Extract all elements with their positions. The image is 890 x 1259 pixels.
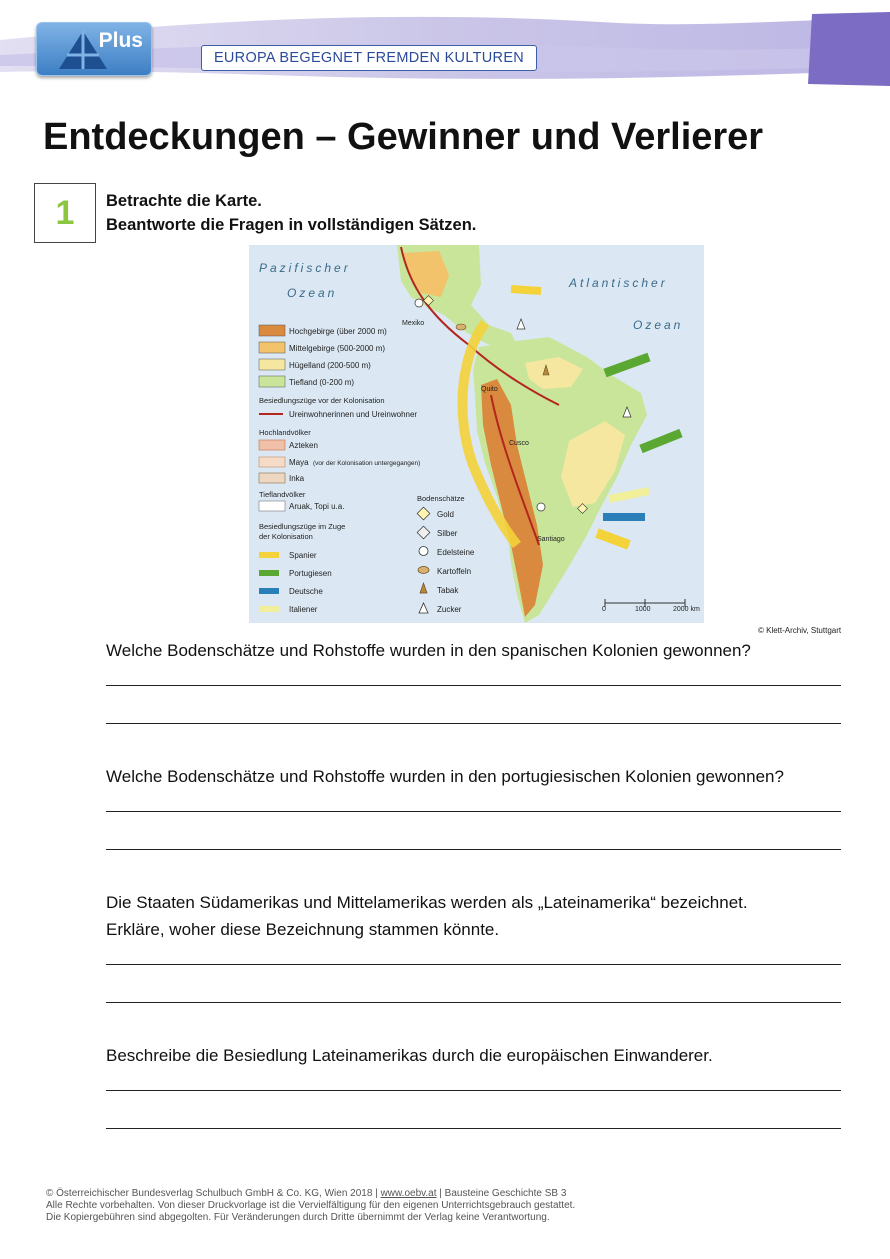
legend-resource-label: Tabak <box>437 586 459 595</box>
ocean-label-pacific-2: Ozean <box>287 286 338 300</box>
answer-line[interactable] <box>106 849 841 850</box>
footer-line-1 <box>46 1188 575 1200</box>
legend-colonisation-item: Deutsche <box>289 587 323 596</box>
question-3: Die Staaten Südamerikas und Mittelamerikas werden als „Lateinamerika“ bezeichnet. <box>106 893 748 912</box>
gemstone-icon <box>419 547 428 556</box>
potato-icon <box>418 567 429 574</box>
legend-heading-colonisation: der Kolonisation <box>259 532 313 541</box>
legend-relief-label: Mittelgebirge (500-2000 m) <box>289 344 386 353</box>
legend-maya-note: (vor der Kolonisation untergegangen) <box>313 460 421 467</box>
legend-highland-item: Maya <box>289 458 309 467</box>
legend-highland-item: Inka <box>289 474 305 483</box>
legend-relief-label: Hochgebirge (über 2000 m) <box>289 327 387 336</box>
footer-copyright: © Österreichischer Bundesverlag Schulbuch GmbH & Co. KG, Wien 2018 | <box>46 1188 381 1199</box>
map-credit: © Klett-Archiv, Stuttgart <box>758 626 842 635</box>
publisher-logo <box>36 22 152 76</box>
instruction-line-2: Beantworte die Fragen in vollständigen Sätzen. <box>106 216 477 234</box>
legend-resource-label: Edelsteine <box>437 548 475 557</box>
scale-label: 2000 km <box>673 606 700 613</box>
task-number: 1 <box>34 183 96 243</box>
legend-before-item: Ureinwohnerinnen und Ureinwohner <box>289 410 418 419</box>
ocean-label-atlantic-2: Ozean <box>633 318 684 332</box>
question-2: Welche Bodenschätze und Rohstoffe wurden in den portugiesischen Kolonien gewonnen? <box>106 767 784 786</box>
ocean-label-atlantic-1: Atlantischer <box>569 276 668 290</box>
answer-line[interactable] <box>106 1128 841 1129</box>
legend-heading-lowland: Tieflandvölker <box>259 490 306 499</box>
legend-resource-label: Gold <box>437 510 454 519</box>
legend-resource-label: Silber <box>437 529 458 538</box>
legend-swatch-inca <box>259 473 285 483</box>
legend-resource-label: Kartoffeln <box>437 567 472 576</box>
instruction-line-1: Betrachte die Karte. <box>106 192 262 210</box>
page-title: Entdeckungen – Gewinner und Verlierer <box>43 116 764 158</box>
map-gemstone-icon <box>415 299 423 307</box>
series-title: EUROPA BEGEGNET FREMDEN KULTUREN <box>201 45 537 71</box>
question-4: Beschreibe die Besiedlung Lateinamerikas durch die europäischen Einwanderer. <box>106 1046 713 1065</box>
legend-swatch-aztec <box>259 440 285 450</box>
footer-book: | Bausteine Geschichte SB 3 <box>436 1188 567 1199</box>
legend-colonisation-item: Spanier <box>289 551 317 560</box>
legend-heading-highland: Hochlandvölker <box>259 428 311 437</box>
legend-heading-resources: Bodenschätze <box>417 494 465 503</box>
city-label: Mexiko <box>402 320 425 327</box>
footer-line-2: Alle Rechte vorbehalten. Von dieser Druckvorlage ist die Vervielfältigung für den eigenen Unterrichtsgebrauch gestattet. <box>46 1200 576 1211</box>
scale-label: 1000 <box>635 606 651 613</box>
legend-swatch-relief <box>259 342 285 353</box>
legend-swatch-lowland <box>259 501 285 511</box>
question-3-continued: Erkläre, woher diese Bezeichnung stammen könnte. <box>106 920 500 939</box>
legend-resource-label: Zucker <box>437 605 462 614</box>
header-corner-tab <box>808 12 890 86</box>
legend-swatch-relief <box>259 325 285 336</box>
legend-colonisation-item: Italiener <box>289 605 318 614</box>
answer-line[interactable] <box>106 964 841 965</box>
colonisation-map <box>249 245 704 623</box>
legend-relief-label: Tiefland (0-200 m) <box>289 378 355 387</box>
footer-line-3: Die Kopiergebühren sind abgegolten. Für Veränderungen durch Dritte übernimmt der Verlag keine Verantwortung. <box>46 1212 550 1223</box>
legend-lowland-item: Aruak, Topi u.a. <box>289 502 345 511</box>
logo-text: Plus <box>98 29 143 52</box>
legend-swatch-maya <box>259 457 285 467</box>
answer-line[interactable] <box>106 685 841 686</box>
legend-highland-item: Azteken <box>289 441 318 450</box>
map-potato-icon <box>456 324 466 330</box>
legend-relief-label: Hügelland (200-500 m) <box>289 361 371 370</box>
city-label: Quito <box>481 386 498 393</box>
footer <box>46 1188 575 1224</box>
question-1: Welche Bodenschätze und Rohstoffe wurden in den spanischen Kolonien gewonnen? <box>106 641 751 660</box>
map-gemstone-icon <box>537 503 545 511</box>
scale-label: 0 <box>602 606 606 613</box>
answer-line[interactable] <box>106 723 841 724</box>
legend-swatch-relief <box>259 376 285 387</box>
ocean-label-pacific-1: Pazifischer <box>259 261 351 275</box>
legend-swatch-relief <box>259 359 285 370</box>
legend-colonisation-item: Portugiesen <box>289 569 332 578</box>
legend-heading-colonisation: Besiedlungszüge im Zuge <box>259 522 346 531</box>
publisher-link[interactable]: www.oebv.at <box>380 1188 437 1199</box>
answer-line[interactable] <box>106 1090 841 1091</box>
legend-heading-before: Besiedlungszüge vor der Kolonisation <box>259 396 385 405</box>
answer-line[interactable] <box>106 1002 841 1003</box>
answer-line[interactable] <box>106 811 841 812</box>
arrow-spanish-2 <box>511 289 541 291</box>
city-label: Santiago <box>537 536 565 543</box>
task-instructions <box>106 189 476 237</box>
city-label: Cusco <box>509 440 529 447</box>
